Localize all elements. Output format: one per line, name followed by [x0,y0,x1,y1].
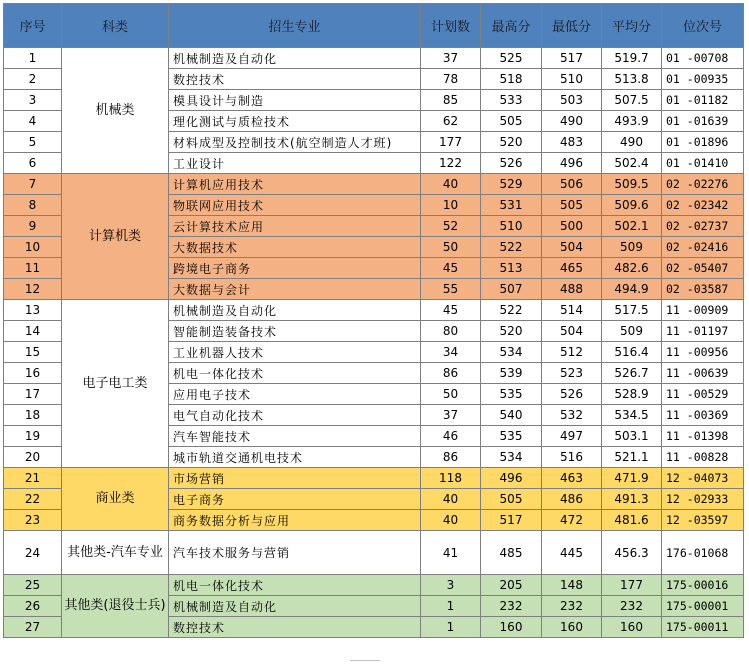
cell-max: 539 [481,363,542,384]
header-avg: 平均分 [602,4,662,48]
cell-major: 汽车技术服务与营销 [169,531,421,575]
table-row [4,468,744,489]
cell-plan: 46 [421,426,481,447]
cell-plan: 86 [421,447,481,468]
cell-max: 535 [481,384,542,405]
cell-category: 其他类-汽车专业 [62,531,169,575]
cell-plan: 50 [421,237,481,258]
cell-rank: 02 -05407 [662,258,744,279]
cell-max: 535 [481,426,542,447]
cell-plan: 55 [421,279,481,300]
cell-max: 496 [481,468,542,489]
cell-max: 534 [481,342,542,363]
cell-max: 531 [481,195,542,216]
cell-rank: 11 -01398 [662,426,744,447]
cell-max: 526 [481,153,542,174]
cell-index: 3 [4,90,62,111]
cell-avg: 493.9 [602,111,662,132]
cell-min: 517 [542,48,602,69]
cell-max: 205 [481,575,542,596]
cell-avg: 509.6 [602,195,662,216]
cell-category: 其他类(退役士兵) [62,575,169,638]
cell-index: 14 [4,321,62,342]
cell-index: 23 [4,510,62,531]
cell-min: 496 [542,153,602,174]
cell-rank: 02 -03587 [662,279,744,300]
cell-max: 505 [481,111,542,132]
cell-index: 4 [4,111,62,132]
cell-plan: 78 [421,69,481,90]
cell-avg: 509 [602,321,662,342]
cell-min: 486 [542,489,602,510]
cell-rank: 02 -02737 [662,216,744,237]
cell-plan: 37 [421,405,481,426]
cell-plan: 177 [421,132,481,153]
cell-rank: 176-01068 [662,531,744,575]
cell-rank: 02 -02416 [662,237,744,258]
cell-min: 232 [542,596,602,617]
cell-rank: 01 -01410 [662,153,744,174]
cell-plan: 40 [421,510,481,531]
cell-max: 505 [481,489,542,510]
cell-avg: 232 [602,596,662,617]
cell-min: 526 [542,384,602,405]
cell-min: 503 [542,90,602,111]
cell-avg: 513.8 [602,69,662,90]
cell-plan: 62 [421,111,481,132]
cell-index: 12 [4,279,62,300]
table-body [4,48,744,638]
cell-rank: 01 -01182 [662,90,744,111]
cell-rank: 12 -04073 [662,468,744,489]
table-row [4,48,744,69]
cell-index: 18 [4,405,62,426]
cell-index: 6 [4,153,62,174]
header-row [4,4,744,48]
cell-rank: 02 -02342 [662,195,744,216]
cell-major: 智能制造装备技术 [169,321,421,342]
cell-plan: 34 [421,342,481,363]
cell-max: 522 [481,237,542,258]
cell-rank: 01 -01639 [662,111,744,132]
cell-avg: 491.3 [602,489,662,510]
cell-plan: 10 [421,195,481,216]
cell-plan: 37 [421,48,481,69]
cell-avg: 509 [602,237,662,258]
cell-min: 510 [542,69,602,90]
cell-major: 机械制造及自动化 [169,48,421,69]
table-row [4,300,744,321]
cell-avg: 507.5 [602,90,662,111]
cell-max: 232 [481,596,542,617]
cell-plan: 1 [421,596,481,617]
cell-index: 20 [4,447,62,468]
cell-plan: 3 [421,575,481,596]
table-row [4,531,744,575]
cell-max: 518 [481,69,542,90]
cell-rank: 175-00016 [662,575,744,596]
cell-major: 电子商务 [169,489,421,510]
cell-rank: 02 -02276 [662,174,744,195]
cell-max: 534 [481,447,542,468]
cell-major: 应用电子技术 [169,384,421,405]
cell-avg: 456.3 [602,531,662,575]
cell-index: 27 [4,617,62,638]
cell-max: 525 [481,48,542,69]
cell-plan: 80 [421,321,481,342]
cell-max: 522 [481,300,542,321]
cell-index: 8 [4,195,62,216]
cell-major: 市场营销 [169,468,421,489]
cell-plan: 50 [421,384,481,405]
cell-rank: 11 -00529 [662,384,744,405]
cell-plan: 118 [421,468,481,489]
cell-min: 516 [542,447,602,468]
cell-avg: 503.1 [602,426,662,447]
cell-major: 云计算技术应用 [169,216,421,237]
header-index: 序号 [4,4,62,48]
header-plan: 计划数 [421,4,481,48]
cell-rank: 11 -00639 [662,363,744,384]
cell-category: 计算机类 [62,174,169,300]
cell-avg: 534.5 [602,405,662,426]
cell-avg: 481.6 [602,510,662,531]
cell-avg: 494.9 [602,279,662,300]
admission-table [3,3,744,638]
cell-min: 512 [542,342,602,363]
header-min: 最低分 [542,4,602,48]
cell-avg: 160 [602,617,662,638]
cell-plan: 122 [421,153,481,174]
table-row [4,174,744,195]
cell-min: 505 [542,195,602,216]
cell-rank: 11 -00909 [662,300,744,321]
cell-rank: 175-00011 [662,617,744,638]
cell-rank: 11 -00956 [662,342,744,363]
cell-avg: 517.5 [602,300,662,321]
cell-max: 510 [481,216,542,237]
cell-major: 材料成型及控制技术(航空制造人才班) [169,132,421,153]
cell-avg: 516.4 [602,342,662,363]
cell-max: 485 [481,531,542,575]
cell-min: 497 [542,426,602,447]
cell-min: 463 [542,468,602,489]
cell-max: 507 [481,279,542,300]
cell-min: 148 [542,575,602,596]
cell-major: 城市轨道交通机电技术 [169,447,421,468]
cell-major: 汽车智能技术 [169,426,421,447]
cell-index: 11 [4,258,62,279]
cell-major: 模具设计与制造 [169,90,421,111]
cell-avg: 502.4 [602,153,662,174]
cell-major: 机械制造及自动化 [169,300,421,321]
cell-rank: 11 -00369 [662,405,744,426]
cell-plan: 1 [421,617,481,638]
cell-index: 21 [4,468,62,489]
cell-plan: 45 [421,258,481,279]
cell-index: 9 [4,216,62,237]
cell-plan: 45 [421,300,481,321]
cell-rank: 01 -01896 [662,132,744,153]
cell-index: 1 [4,48,62,69]
cell-major: 机电一体化技术 [169,575,421,596]
cell-min: 504 [542,321,602,342]
cell-avg: 509.5 [602,174,662,195]
cell-max: 520 [481,321,542,342]
cell-max: 533 [481,90,542,111]
cell-plan: 85 [421,90,481,111]
cell-avg: 521.1 [602,447,662,468]
cell-major: 大数据技术 [169,237,421,258]
cell-min: 483 [542,132,602,153]
cell-category: 商业类 [62,468,169,531]
cell-min: 472 [542,510,602,531]
cell-min: 504 [542,237,602,258]
cell-avg: 519.7 [602,48,662,69]
table-row [4,575,744,596]
cell-category: 电子电工类 [62,300,169,468]
cell-major: 机械制造及自动化 [169,596,421,617]
cell-avg: 471.9 [602,468,662,489]
header-major: 招生专业 [169,4,421,48]
cell-max: 529 [481,174,542,195]
cell-major: 跨境电子商务 [169,258,421,279]
cell-major: 大数据与会计 [169,279,421,300]
cell-index: 19 [4,426,62,447]
cell-min: 514 [542,300,602,321]
cell-major: 数控技术 [169,69,421,90]
cell-major: 物联网应用技术 [169,195,421,216]
cell-min: 465 [542,258,602,279]
cell-rank: 175-00001 [662,596,744,617]
cell-index: 13 [4,300,62,321]
cell-plan: 40 [421,174,481,195]
cell-min: 490 [542,111,602,132]
cell-major: 电气自动化技术 [169,405,421,426]
cell-plan: 52 [421,216,481,237]
cell-avg: 526.7 [602,363,662,384]
cell-index: 2 [4,69,62,90]
cell-index: 10 [4,237,62,258]
cell-avg: 482.6 [602,258,662,279]
cell-rank: 11 -00828 [662,447,744,468]
cell-min: 500 [542,216,602,237]
cell-max: 520 [481,132,542,153]
cell-index: 7 [4,174,62,195]
cell-index: 22 [4,489,62,510]
cell-rank: 12 -03597 [662,510,744,531]
cell-major: 计算机应用技术 [169,174,421,195]
cell-min: 532 [542,405,602,426]
cell-avg: 528.9 [602,384,662,405]
cell-max: 513 [481,258,542,279]
cell-major: 工业机器人技术 [169,342,421,363]
cell-category: 机械类 [62,48,169,174]
cell-major: 工业设计 [169,153,421,174]
cell-major: 机电一体化技术 [169,363,421,384]
cell-index: 25 [4,575,62,596]
cell-index: 24 [4,531,62,575]
cell-index: 17 [4,384,62,405]
cell-index: 16 [4,363,62,384]
cell-min: 160 [542,617,602,638]
cell-rank: 01 -00935 [662,69,744,90]
cell-max: 160 [481,617,542,638]
cell-avg: 177 [602,575,662,596]
cell-max: 517 [481,510,542,531]
cell-major: 数控技术 [169,617,421,638]
cell-min: 488 [542,279,602,300]
cell-index: 15 [4,342,62,363]
cell-min: 506 [542,174,602,195]
cell-index: 5 [4,132,62,153]
header-max: 最高分 [481,4,542,48]
cell-plan: 41 [421,531,481,575]
cell-major: 商务数据分析与应用 [169,510,421,531]
cell-avg: 490 [602,132,662,153]
header-rank: 位次号 [662,4,744,48]
cell-plan: 40 [421,489,481,510]
cell-plan: 86 [421,363,481,384]
cell-major: 理化测试与质检技术 [169,111,421,132]
cell-rank: 12 -02933 [662,489,744,510]
cell-max: 540 [481,405,542,426]
cell-index: 26 [4,596,62,617]
header-category: 科类 [62,4,169,48]
cell-avg: 502.1 [602,216,662,237]
cell-min: 523 [542,363,602,384]
cell-min: 445 [542,531,602,575]
cell-rank: 01 -00708 [662,48,744,69]
cell-rank: 11 -01197 [662,321,744,342]
